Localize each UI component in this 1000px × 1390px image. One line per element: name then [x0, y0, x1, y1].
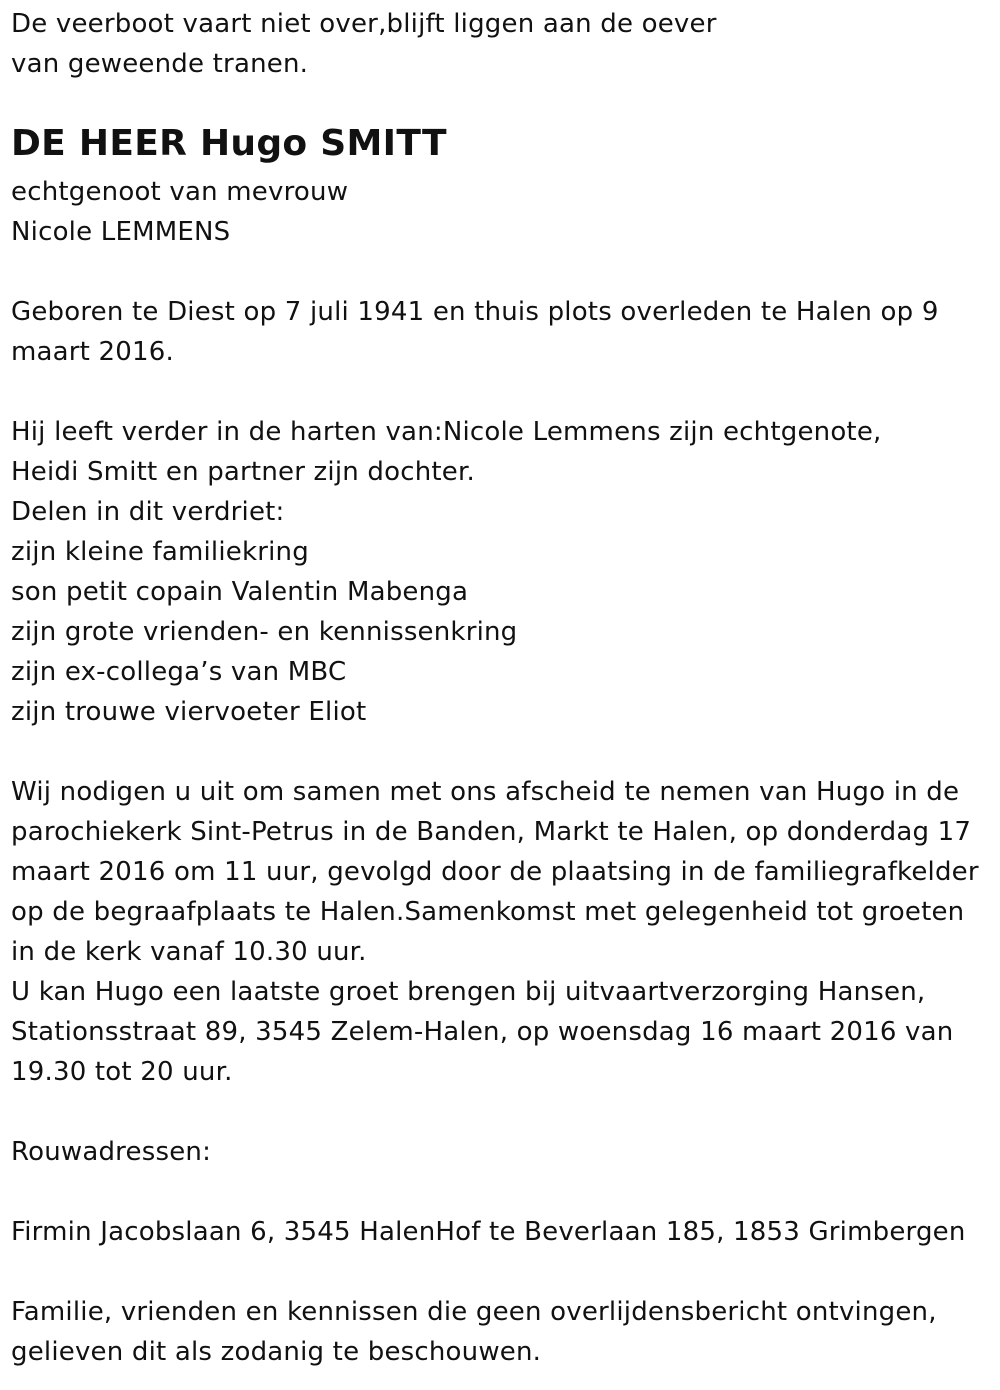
family-line: Heidi Smitt en partner zijn dochter. — [11, 457, 475, 487]
spacer — [11, 252, 991, 292]
closing-line: Familie, vrienden en kennissen die geen overlijdensbericht ontvingen, — [11, 1297, 937, 1327]
family-line: Hij leeft verder in de harten van:Nicole Lemmens zijn echtgenote, — [11, 417, 882, 447]
ceremony-line: op de begraafplaats te Halen.Samenkomst met gelegenheid tot groeten — [11, 897, 965, 927]
obituary-notice — [11, 4, 991, 1372]
ceremony-line: parochiekerk Sint-Petrus in de Banden, Markt te Halen, op donderdag 17 — [11, 817, 972, 847]
spouse-line: echtgenoot van mevrouw — [11, 177, 349, 207]
family-line: zijn kleine familiekring — [11, 537, 309, 567]
address-line: Firmin Jacobslaan 6, 3545 HalenHof te Beverlaan 185, 1853 Grimbergen — [11, 1217, 966, 1247]
spacer — [11, 732, 991, 772]
spouse-line: Nicole LEMMENS — [11, 217, 231, 247]
ceremony-line: in de kerk vanaf 10.30 uur. — [11, 937, 367, 967]
closing-line: gelieven dit als zodanig te beschouwen. — [11, 1337, 542, 1367]
spacer — [11, 1252, 991, 1292]
birth-death-line: Geboren te Diest op 7 juli 1941 en thuis plots overleden te Halen op 9 — [11, 297, 939, 327]
family-line: son petit copain Valentin Mabenga — [11, 577, 469, 607]
ceremony-line: 19.30 tot 20 uur. — [11, 1057, 233, 1087]
ceremony-line: Wij nodigen u uit om samen met ons afscheid te nemen van Hugo in de — [11, 777, 960, 807]
addresses-heading: Rouwadressen: — [11, 1137, 212, 1167]
motto-line: van geweende tranen. — [11, 49, 309, 79]
ceremony-line: U kan Hugo een laatste groet brengen bij uitvaartverzorging Hansen, — [11, 977, 926, 1007]
spacer — [11, 1092, 991, 1132]
family-line: Delen in dit verdriet: — [11, 497, 285, 527]
motto-line: De veerboot vaart niet over,blijft liggen aan de oever — [11, 9, 717, 39]
spacer — [11, 1172, 991, 1212]
family-line: zijn grote vrienden- en kennissenkring — [11, 617, 518, 647]
deceased-name: DE HEER Hugo SMITT — [11, 123, 447, 164]
ceremony-line: maart 2016 om 11 uur, gevolgd door de plaatsing in de familiegrafkelder — [11, 857, 979, 887]
family-line: zijn ex-collega’s van MBC — [11, 657, 347, 687]
birth-death-line: maart 2016. — [11, 337, 174, 367]
spacer — [11, 372, 991, 412]
ceremony-line: Stationsstraat 89, 3545 Zelem-Halen, op woensdag 16 maart 2016 van — [11, 1017, 954, 1047]
family-line: zijn trouwe viervoeter Eliot — [11, 697, 367, 727]
